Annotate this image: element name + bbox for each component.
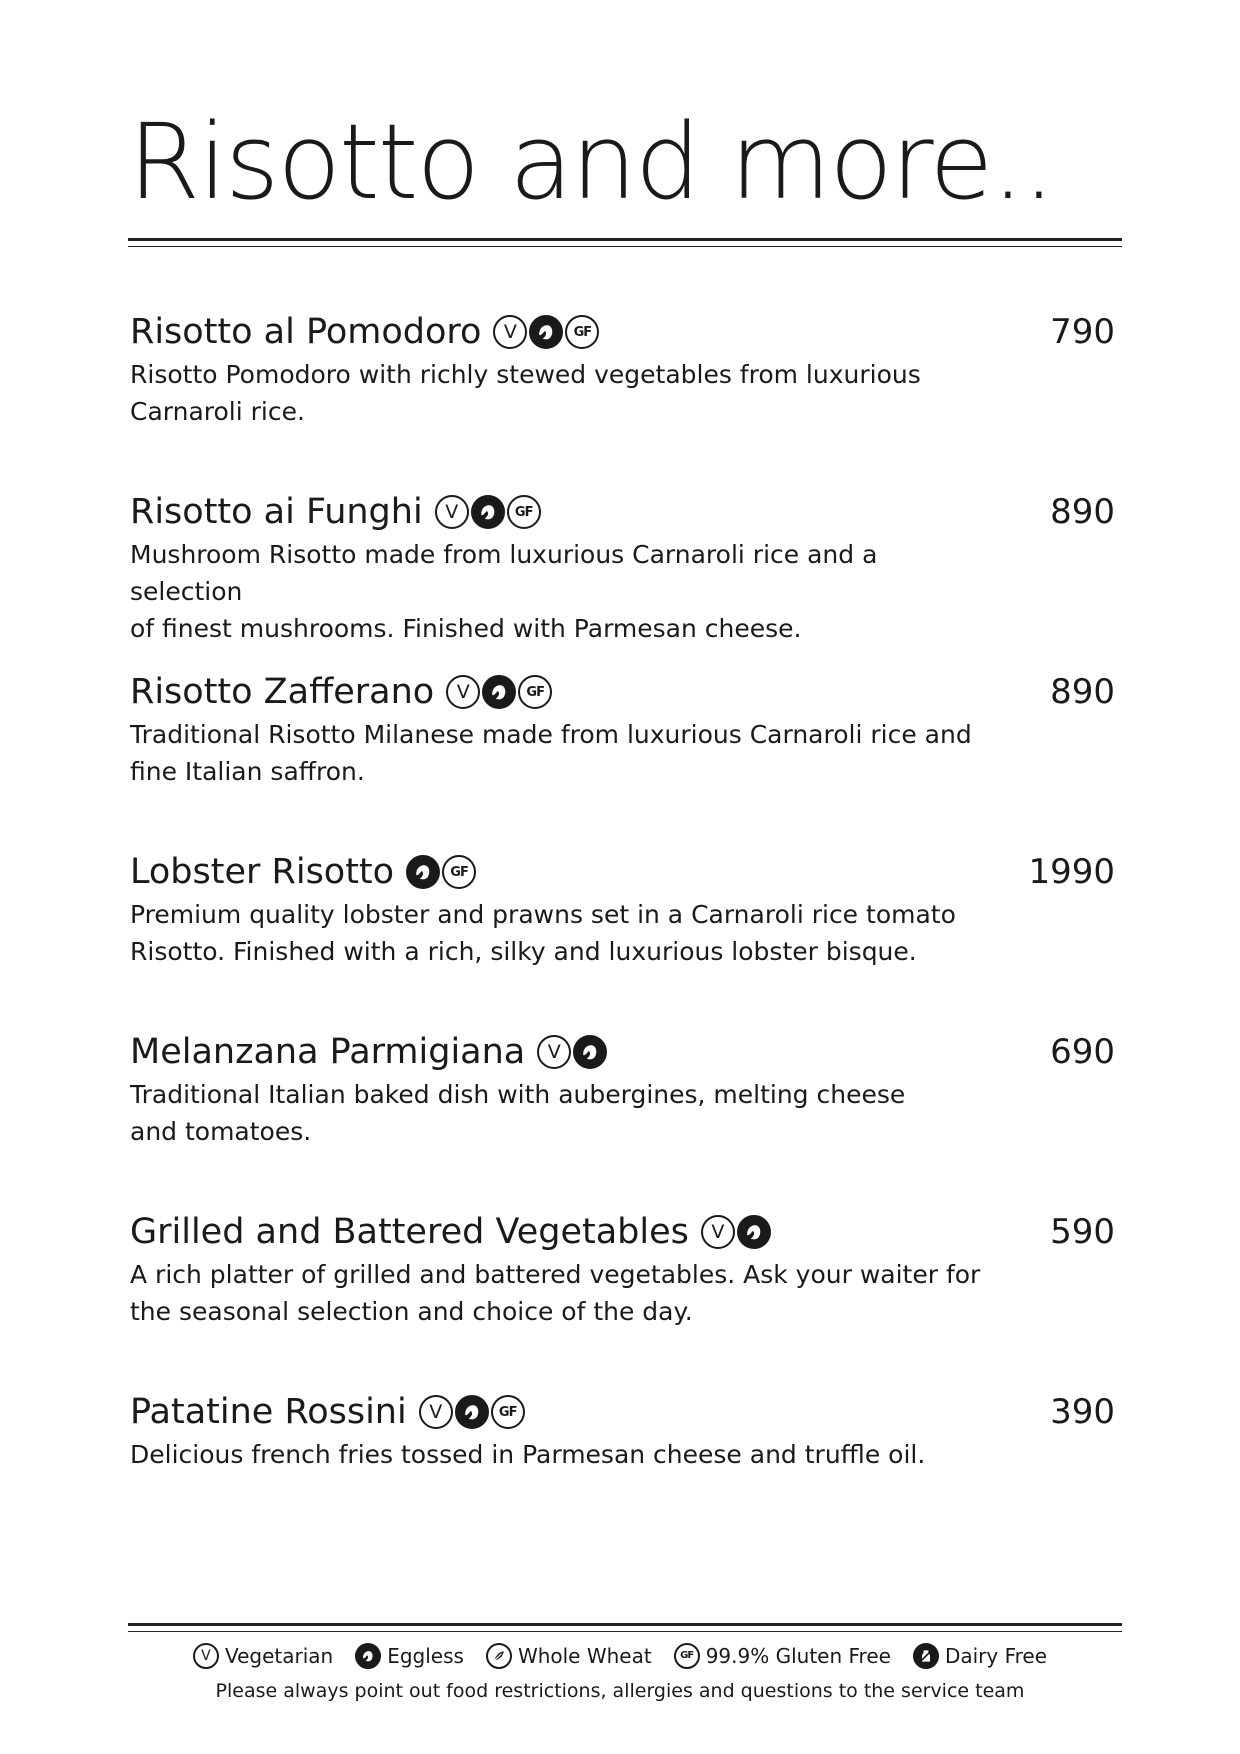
vegetarian-icon: V [446, 675, 480, 709]
menu-item [130, 1210, 1115, 1390]
legend-item-whole-wheat [486, 1643, 652, 1669]
menu-item-description [130, 1256, 990, 1330]
description-line: Mushroom Risotto made from luxurious Carnaroli rice and a selection [130, 540, 878, 606]
menu-item-price: 390 [1050, 1392, 1115, 1432]
description-line: A rich platter of grilled and battered vegetables. Ask your waiter for [130, 1260, 981, 1289]
eggless-icon [406, 855, 440, 889]
dietary-badges [701, 1215, 771, 1249]
eggless-icon [482, 675, 516, 709]
gluten-free-icon: GF [491, 1395, 525, 1429]
gluten-free-icon: GF [565, 315, 599, 349]
gluten-free-icon: GF [442, 855, 476, 889]
description-line: Traditional Italian baked dish with aubergines, melting cheese [130, 1080, 906, 1109]
page-title: Risotto and more.. [128, 101, 1054, 223]
menu-item-header [130, 670, 1115, 714]
menu-item-header [130, 490, 1115, 534]
menu-item [130, 310, 1115, 490]
vegetarian-icon: V [537, 1035, 571, 1069]
vegetarian-icon: V [493, 315, 527, 349]
description-line: and tomatoes. [130, 1117, 312, 1146]
eggless-icon [471, 495, 505, 529]
menu-item-price: 790 [1050, 312, 1115, 352]
description-line: Risotto. Finished with a rich, silky and luxurious lobster bisque. [130, 937, 917, 966]
menu-item-header [130, 1210, 1115, 1254]
dietary-badges [493, 315, 599, 349]
dietary-badges [537, 1035, 607, 1069]
menu-list [130, 310, 1115, 1570]
menu-item-description [130, 356, 990, 430]
menu-item [130, 670, 1115, 850]
eggless-icon [573, 1035, 607, 1069]
menu-item-name: Risotto Zafferano [130, 672, 435, 712]
legend-label: Vegetarian [224, 1644, 334, 1668]
description-line: Carnaroli rice. [130, 397, 305, 426]
legend-label: 99.9% Gluten Free [705, 1644, 891, 1668]
gluten-free-icon: GF [518, 675, 552, 709]
menu-item-name: Melanzana Parmigiana [130, 1032, 526, 1072]
menu-item-name: Lobster Risotto [130, 852, 395, 892]
legend-label: Dairy Free [944, 1644, 1048, 1668]
vegetarian-icon: V [701, 1215, 735, 1249]
menu-item-price: 590 [1050, 1212, 1115, 1252]
vegetarian-icon: V [435, 495, 469, 529]
eggless-icon [455, 1395, 489, 1429]
menu-item [130, 850, 1115, 1030]
description-line: Risotto Pomodoro with richly stewed vegetables from luxurious [130, 360, 921, 389]
legend-label: Whole Wheat [517, 1644, 652, 1668]
menu-item-header [130, 850, 1115, 894]
description-line: fine Italian saffron. [130, 757, 365, 786]
eggless-icon [529, 315, 563, 349]
menu-item-description [130, 896, 990, 970]
menu-item-description [130, 1436, 990, 1473]
menu-item-description [130, 1076, 990, 1150]
menu-item [130, 1390, 1115, 1570]
menu-item-description [130, 716, 990, 790]
description-line: Traditional Risotto Milanese made from luxurious Carnaroli rice and [130, 720, 972, 749]
legend-item-eggless [355, 1643, 464, 1669]
menu-item [130, 1030, 1115, 1210]
menu-item-name: Risotto ai Funghi [130, 492, 423, 532]
menu-item-price: 890 [1050, 672, 1115, 712]
vegetarian-icon: V [419, 1395, 453, 1429]
whole-wheat-icon [486, 1643, 512, 1669]
menu-item-header [130, 310, 1115, 354]
menu-item-name: Grilled and Battered Vegetables [130, 1212, 689, 1252]
dietary-badges [446, 675, 552, 709]
gluten-free-icon: GF [507, 495, 541, 529]
footer-divider [128, 1623, 1122, 1632]
dietary-badges [419, 1395, 525, 1429]
menu-item-name: Risotto al Pomodoro [130, 312, 482, 352]
dietary-legend [0, 1643, 1240, 1669]
legend-label: Eggless [387, 1644, 464, 1668]
description-line: Delicious french fries tossed in Parmesan cheese and truffle oil. [130, 1440, 926, 1469]
dietary-badges [406, 855, 476, 889]
title-divider [128, 238, 1122, 247]
menu-item-name: Patatine Rossini [130, 1392, 407, 1432]
menu-item-price: 1990 [1028, 852, 1115, 892]
menu-item-description [130, 536, 990, 647]
legend-item-vegetarian [193, 1643, 333, 1669]
menu-item-price: 690 [1050, 1032, 1115, 1072]
dietary-badges [435, 495, 541, 529]
dairy-free-icon [913, 1643, 939, 1669]
eggless-icon [355, 1643, 381, 1669]
legend-item-dairy-free [913, 1643, 1047, 1669]
vegetarian-icon: V [193, 1643, 219, 1669]
description-line: Premium quality lobster and prawns set in a Carnaroli rice tomato [130, 900, 956, 929]
menu-item [130, 490, 1115, 670]
menu-item-header [130, 1030, 1115, 1074]
menu-item-header [130, 1390, 1115, 1434]
description-line: of finest mushrooms. Finished with Parmesan cheese. [130, 614, 802, 643]
legend-item-gluten-free [674, 1643, 891, 1669]
menu-item-price: 890 [1050, 492, 1115, 532]
eggless-icon [737, 1215, 771, 1249]
allergy-note: Please always point out food restrictions, allergies and questions to the service team [215, 1680, 1025, 1702]
gluten-free-icon: GF [674, 1643, 700, 1669]
description-line: the seasonal selection and choice of the day. [130, 1297, 693, 1326]
